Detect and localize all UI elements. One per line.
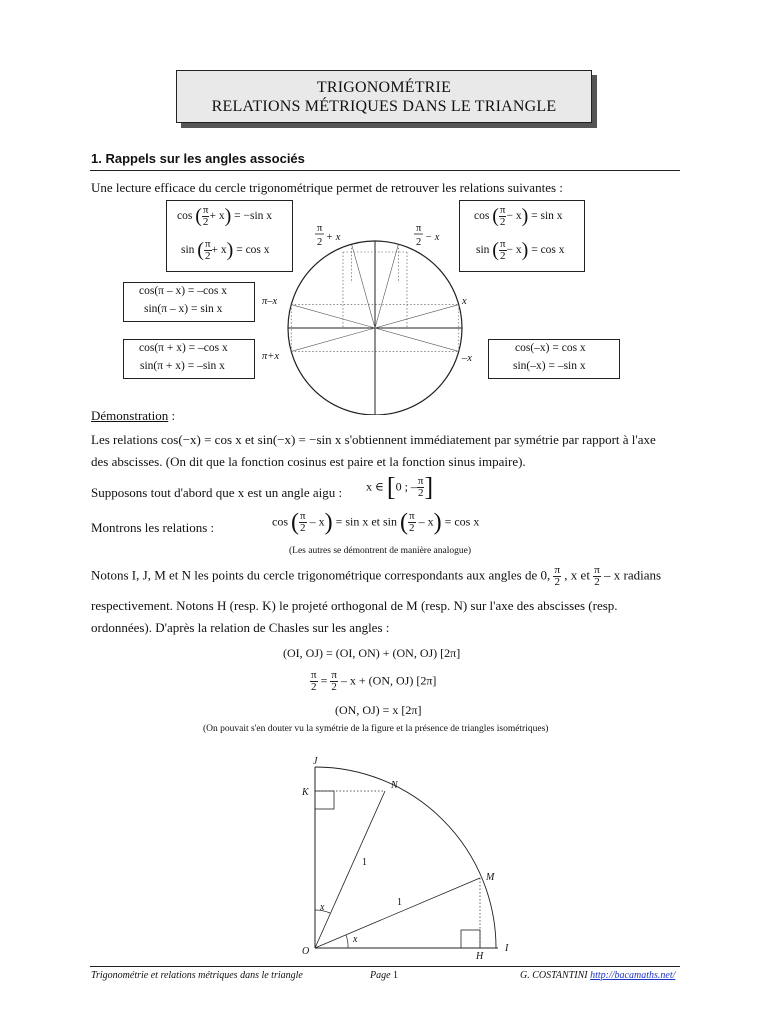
angle-arc-bottom	[346, 935, 348, 948]
rel-frac-num: π	[409, 510, 415, 522]
segment-om	[315, 878, 480, 948]
label-M: M	[486, 872, 495, 883]
box-pi-plus-x	[123, 339, 255, 379]
label-x: x	[462, 296, 467, 307]
frac-num: π	[202, 204, 209, 216]
demo-p1-line2: des abscisses. (On dit que la fonction cosinus est paire et la fonction sinus impaire).	[91, 454, 526, 469]
chasles-line2	[310, 670, 436, 693]
frac-den: 2	[500, 250, 506, 262]
interval-den: 2	[417, 487, 424, 499]
quarter-arc	[315, 767, 496, 948]
label-angle-x-bottom: x	[353, 934, 358, 945]
rel-eq1: = sin x et sin	[335, 514, 397, 529]
notons1-frac-num: π	[554, 564, 561, 576]
footer-page-number: 1	[393, 970, 399, 981]
rel-frac-den: 2	[409, 522, 415, 534]
ray-pi-minus-x	[291, 305, 375, 328]
title-box	[176, 70, 592, 123]
section-rule	[90, 170, 680, 171]
notons1-c: – x radians	[604, 567, 662, 583]
frac-num: π	[204, 238, 211, 250]
footer-url-link[interactable]: http://bacamaths.net/	[590, 970, 676, 981]
frac-den: 2	[205, 250, 211, 262]
label-N: N	[391, 780, 398, 791]
rel-cos: cos	[272, 514, 288, 529]
notons1-a: Notons I, J, M et N les points du cercle trigonométrique correspondants aux angles de 0,	[91, 567, 551, 583]
footer-left: Trigonométrie et relations métriques dans le triangle	[91, 970, 303, 981]
label-H: H	[476, 951, 484, 962]
rhs: = −sin x	[234, 210, 273, 223]
chasles2-den: 2	[331, 681, 337, 693]
box-pi2-plus-x: cos ( $\frac{\pi}{2}$ + x) = −sin x sin ( $\frac{\pi}{2}$ + x) = cos x	[166, 200, 293, 272]
label-pi2-plus-den: 2	[317, 237, 323, 248]
box-line-2: sin(–x) = –sin x	[513, 360, 586, 372]
label-one-om: 1	[397, 897, 402, 908]
chasles2-num: π	[331, 669, 337, 681]
label-minus-x: –x	[462, 353, 472, 364]
ray-x	[375, 305, 459, 328]
footer-page	[370, 970, 398, 981]
footer-right	[520, 970, 675, 981]
trig-circle-figure	[260, 225, 500, 415]
sin-label: sin	[476, 244, 490, 257]
demo-p1-line1: Les relations cos(−x) = cos x et sin(−x) = −sin x s'obtiennent immédiatement par symétrie par rapport à l'axe	[91, 432, 656, 447]
chasles-line3: (ON, OJ) = x [2π]	[335, 703, 422, 717]
demo-title-line	[91, 408, 175, 424]
box-line-1: cos(π – x) = –cos x	[139, 285, 227, 297]
box-line-1: cos(π + x) = –cos x	[139, 342, 228, 354]
chasles2-num: π	[311, 669, 317, 681]
op: − x	[506, 210, 522, 223]
box-minus-x	[488, 339, 620, 379]
box-pi-minus-x	[123, 282, 255, 322]
ray-pi2-minus-x	[375, 244, 398, 328]
demo-notons-line1	[91, 565, 661, 588]
rel-frac-num: π	[300, 510, 306, 522]
right-angle-h	[461, 930, 480, 948]
interval-prefix: x ∈	[366, 479, 384, 494]
demo-suppose: Supposons tout d'abord que x est un angle aigu :	[91, 485, 343, 500]
op: − x	[506, 244, 522, 257]
chasles-line1: (OI, OJ) = (OI, ON) + (ON, OJ) [2π]	[283, 646, 461, 660]
demo-notons-line3: ordonnées). D'après la relation de Chasles sur les angles :	[91, 620, 390, 635]
frac-den: 2	[202, 216, 209, 228]
right-angle-k	[315, 791, 334, 809]
frac-num: π	[499, 238, 506, 250]
footer-page-label: Page	[370, 970, 391, 981]
label-pi2-plus-num: π	[317, 225, 323, 234]
title-line-1: TRIGONOMÉTRIE	[316, 79, 452, 96]
footer-author: G. COSTANTINI	[520, 970, 588, 981]
sin-label: sin	[181, 244, 195, 257]
notons1-b: , x et	[564, 567, 590, 583]
cos-label: cos	[177, 210, 193, 223]
rhs: = sin x	[531, 210, 563, 223]
box-line-2: sin(π + x) = –sin x	[140, 360, 225, 372]
label-angle-x-top: x	[320, 902, 325, 913]
label-pi2-minus-x: − x	[425, 232, 440, 243]
section-heading: 1. Rappels sur les angles associés	[91, 151, 305, 166]
label-J: J	[313, 756, 318, 767]
rel-minus-x: – x	[418, 514, 434, 529]
chasles2-den: 2	[311, 681, 317, 693]
rel-minus-x: – x	[309, 514, 325, 529]
notons1-frac2-den: 2	[594, 576, 600, 588]
box-pi2-minus-x: cos ( $\frac{\pi}{2}$ − x) = sin x sin ( $\frac{\pi}{2}$ − x) = cos x	[459, 200, 585, 272]
demo-montrons: Montrons les relations :	[91, 520, 215, 535]
ray-minus-x	[375, 328, 459, 351]
ray-pi2-plus-x	[352, 244, 375, 328]
interval-num: π	[417, 475, 424, 487]
segment-on	[315, 791, 385, 948]
rhs: = cos x	[531, 244, 565, 257]
label-O: O	[302, 946, 310, 957]
box-line-1: cos(–x) = cos x	[515, 342, 586, 354]
box-line-2: sin(π – x) = sin x	[144, 303, 223, 315]
label-I: I	[505, 943, 509, 954]
label-pi2-minus-den: 2	[416, 237, 422, 248]
intro-text: Une lecture efficace du cercle trigonométrique permet de retrouver les relations suivantes :	[91, 180, 563, 195]
demo-title: Démonstration	[91, 408, 169, 423]
note-autres: (Les autres se démontrent de manière analogue)	[289, 546, 472, 556]
notons1-frac-den: 2	[554, 576, 561, 588]
title-line-2: RELATIONS MÉTRIQUES DANS LE TRIANGLE	[211, 98, 557, 115]
op: + x	[209, 210, 225, 223]
notons1-frac2-num: π	[594, 564, 600, 576]
demo-interval: x ∈ [0 ; – $\frac{\pi}{2}$ ]	[366, 472, 434, 502]
op: + x	[211, 244, 227, 257]
label-pi2-plus-x: + x	[326, 232, 341, 243]
interval-content: 0 ; –	[395, 479, 417, 494]
frac-num: π	[499, 204, 506, 216]
quarter-circle-figure	[290, 755, 530, 967]
rel-eq2: = cos x	[444, 514, 480, 529]
demo-notons-line2: respectivement. Notons H (resp. K) le projeté orthogonal de M (resp. N) sur l'axe des abscisses (resp.	[91, 598, 618, 613]
rhs: = cos x	[236, 244, 270, 257]
label-pi-plus-x: π+x	[262, 351, 280, 362]
cos-label: cos	[474, 210, 490, 223]
demo-title-colon: :	[168, 408, 176, 423]
ray-pi-plus-x	[291, 328, 375, 351]
label-one-on: 1	[362, 857, 367, 868]
chasles2-rhs: – x + (ON, OJ) [2π]	[340, 673, 437, 688]
label-pi-minus-x: π–x	[262, 296, 278, 307]
label-pi2-minus-num: π	[416, 225, 422, 234]
note-symetrie: (On pouvait s'en douter vu la symétrie de la figure et la présence de triangles isométriques)	[203, 724, 549, 734]
demo-relations: cos ( $\frac{\pi}{2}$ – x) = sin x et sin ( $\frac{\pi}{2}$ – x) = cos x	[272, 509, 480, 536]
chasles2-eq: =	[320, 673, 328, 688]
footer-rule	[90, 966, 680, 967]
frac-den: 2	[499, 216, 506, 228]
rel-frac-den: 2	[300, 522, 306, 534]
label-K: K	[302, 787, 309, 798]
